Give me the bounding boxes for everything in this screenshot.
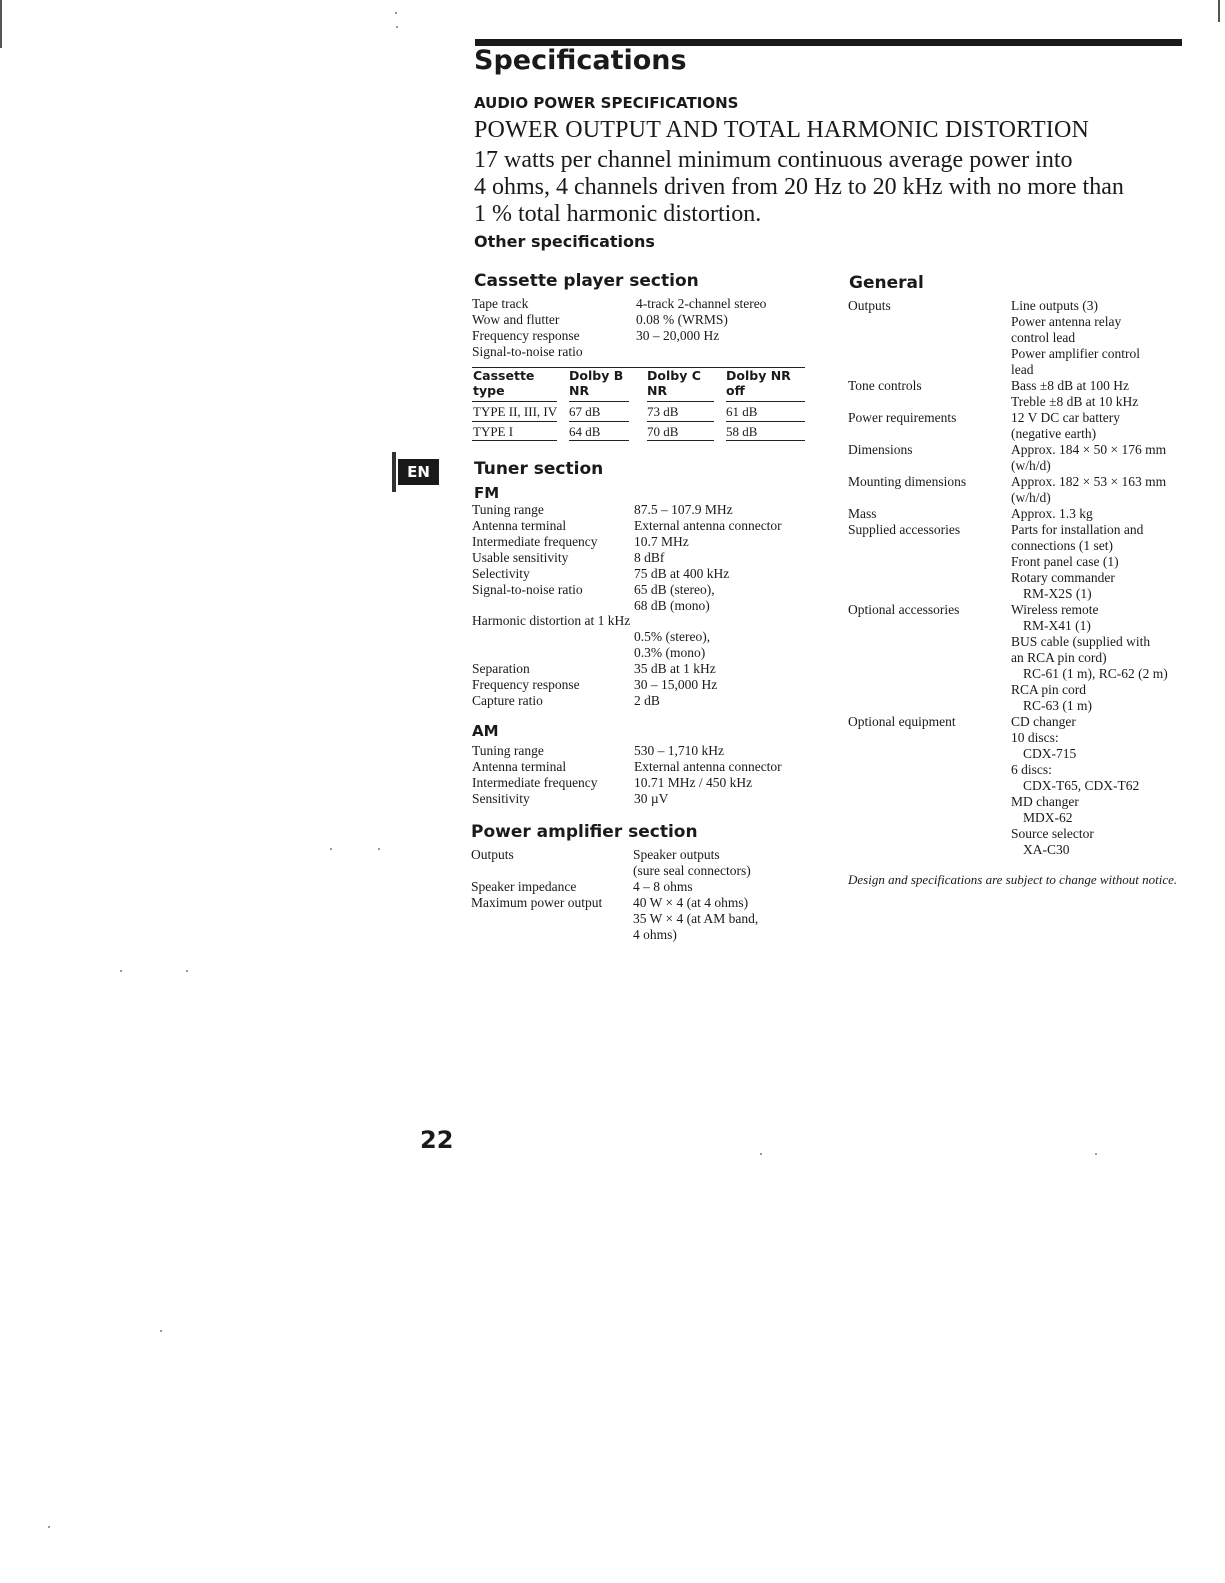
spec-value-line: RC-61 (1 m), RC-62 (2 m) [1023, 666, 1168, 681]
am-heading: AM [472, 722, 499, 740]
spec-value-line: (w/h/d) [1011, 490, 1051, 505]
spec-value-line: Rotary commander [1011, 570, 1115, 585]
power-amp-heading: Power amplifier section [471, 822, 698, 842]
spec-value-line: Wireless remote [1011, 602, 1099, 617]
spec-label: Tape track [472, 296, 529, 311]
spec-label: Tuning range [472, 743, 544, 758]
spec-value [634, 693, 660, 709]
spec-label: Mounting dimensions [848, 474, 967, 489]
table-cell: 67 dB [569, 404, 601, 419]
spec-value [634, 550, 664, 566]
spec-value-line: 4 – 8 ohms [633, 879, 693, 894]
spec-value [633, 847, 751, 879]
fm-heading: FM [474, 484, 500, 502]
spec-value [634, 791, 668, 807]
table-rule [569, 440, 629, 441]
table-rule [726, 421, 805, 422]
spec-value [1011, 298, 1140, 378]
spec-value [1011, 410, 1120, 442]
power-output-line: 17 watts per channel minimum continuous average power into [474, 147, 1073, 173]
spec-value-line: control lead [1011, 330, 1076, 345]
spec-value [634, 661, 716, 677]
spec-value [634, 566, 729, 582]
table-header-cell: Dolby C NR [647, 368, 701, 398]
scan-speck [186, 970, 188, 972]
page-edge-right [1218, 0, 1220, 22]
table-rule [726, 440, 805, 441]
scan-speck [160, 1330, 162, 1332]
table-rule [569, 401, 629, 402]
spec-label: Optional equipment [848, 714, 956, 729]
spec-value-line: RCA pin cord [1011, 682, 1087, 697]
change-notice: Design and specifications are subject to change without notice. [848, 872, 1178, 887]
spec-label: Outputs [471, 847, 514, 862]
spec-value-line: XA-C30 [1023, 842, 1070, 857]
tuner-heading: Tuner section [474, 459, 604, 479]
spec-value [633, 879, 693, 895]
spec-value-line: 35 dB at 1 kHz [634, 661, 716, 676]
spec-label: Signal-to-noise ratio [472, 582, 583, 597]
spec-value-line: External antenna connector [634, 759, 782, 774]
spec-value-line: Parts for installation and [1011, 522, 1144, 537]
spec-value-line: 2 dB [634, 693, 660, 708]
spec-value [1011, 442, 1166, 474]
page-title: Specifications [474, 45, 687, 76]
spec-value [634, 534, 689, 550]
spec-value-line: External antenna connector [634, 518, 782, 533]
spec-value-line: 10 discs: [1011, 730, 1059, 745]
scan-speck [378, 848, 380, 850]
table-rule [472, 421, 557, 422]
spec-value [634, 582, 715, 614]
spec-label: Maximum power output [471, 895, 603, 910]
scan-speck [1095, 1153, 1097, 1155]
spec-value-line: BUS cable (supplied with [1011, 634, 1151, 649]
table-rule [647, 440, 714, 441]
power-output-line: 1 % total harmonic distortion. [474, 201, 762, 227]
spec-value-line: CDX-T65, CDX-T62 [1023, 778, 1140, 793]
audio-power-heading: AUDIO POWER SPECIFICATIONS [474, 94, 739, 112]
spec-label: Mass [848, 506, 877, 521]
spec-value [636, 328, 719, 344]
scan-speck [760, 1153, 762, 1155]
spec-value [633, 895, 758, 943]
spec-value [1011, 378, 1138, 410]
spec-label: Dimensions [848, 442, 913, 457]
spec-value-line: connections (1 set) [1011, 538, 1113, 553]
spec-value-line: 65 dB (stereo), [634, 582, 715, 597]
spec-value-line: 87.5 – 107.9 MHz [634, 502, 733, 517]
spec-value [1011, 714, 1139, 858]
harmonic-distortion-label: Harmonic distortion at 1 kHz [472, 613, 631, 628]
spec-value-line: RM-X41 (1) [1023, 618, 1091, 633]
table-header-cell: Cassette type [473, 368, 535, 398]
spec-value-line: (sure seal connectors) [633, 863, 751, 878]
spec-value-line: MD changer [1011, 794, 1079, 809]
spec-value-line: Treble ±8 dB at 10 kHz [1011, 394, 1139, 409]
page-edge-left [0, 0, 2, 48]
spec-value [1011, 522, 1143, 602]
table-cell: 58 dB [726, 424, 758, 439]
spec-value-line: 530 – 1,710 kHz [634, 743, 724, 758]
cassette-heading: Cassette player section [474, 271, 699, 291]
table-cell: TYPE II, III, IV [473, 404, 558, 419]
language-tab-edge [392, 452, 396, 492]
spec-value-line: 4-track 2-channel stereo [636, 296, 767, 311]
spec-value-line: 75 dB at 400 kHz [634, 566, 730, 581]
scan-speck [48, 1526, 50, 1528]
table-rule [472, 401, 557, 402]
spec-value-line: 10.7 MHz [634, 534, 689, 549]
spec-value-line: an RCA pin cord) [1011, 650, 1107, 665]
spec-value-line: CD changer [1011, 714, 1076, 729]
spec-value-line: Line outputs (3) [1011, 298, 1098, 313]
table-cell: TYPE I [473, 424, 514, 439]
spec-value-line: 8 dBf [634, 550, 665, 565]
spec-label: Sensitivity [472, 791, 530, 806]
spec-value-line: 12 V DC car battery [1011, 410, 1120, 425]
spec-value-line: 30 – 20,000 Hz [636, 328, 720, 343]
table-rule [647, 401, 714, 402]
spec-value-line: 6 discs: [1011, 762, 1052, 777]
spec-label: Separation [472, 661, 530, 676]
spec-value-line: Power amplifier control [1011, 346, 1140, 361]
spec-label: Tuning range [472, 502, 544, 517]
table-header-cell: Dolby NR off [726, 368, 791, 398]
spec-label: Intermediate frequency [472, 534, 598, 549]
spec-label: Signal-to-noise ratio [472, 344, 583, 359]
spec-value-line: Speaker outputs [633, 847, 720, 862]
spec-label: Antenna terminal [472, 759, 567, 774]
spec-value [1011, 506, 1093, 522]
table-rule [647, 421, 714, 422]
other-specs-heading: Other specifications [474, 232, 655, 251]
general-heading: General [849, 273, 924, 293]
spec-label: Frequency response [472, 677, 580, 692]
spec-value-line: Bass ±8 dB at 100 Hz [1011, 378, 1130, 393]
spec-value-line: Approx. 182 × 53 × 163 mm [1011, 474, 1167, 489]
spec-value-line: Power antenna relay [1011, 314, 1122, 329]
spec-label: Optional accessories [848, 602, 960, 617]
table-rule [726, 401, 805, 402]
power-output-line: 4 ohms, 4 channels driven from 20 Hz to 20 kHz with no more than [474, 174, 1124, 200]
spec-value-line: CDX-715 [1023, 746, 1077, 761]
spec-value-line: Source selector [1011, 826, 1094, 841]
spec-value [634, 502, 733, 518]
page-number: 22 [420, 1126, 454, 1154]
table-header-cell: Dolby B NR [569, 368, 624, 398]
scan-speck [395, 12, 397, 14]
spec-value-line: 35 W × 4 (at AM band, [633, 911, 759, 926]
spec-value [636, 296, 766, 312]
language-tab: EN [398, 459, 439, 485]
spec-value-line: 40 W × 4 (at 4 ohms) [633, 895, 749, 910]
spec-value-line: 68 dB (mono) [634, 598, 710, 613]
spec-value-line: 30 – 15,000 Hz [634, 677, 718, 692]
spec-label: Selectivity [472, 566, 530, 581]
spec-value [634, 775, 752, 791]
spec-label: Capture ratio [472, 693, 543, 708]
power-output-paragraph [474, 147, 1194, 228]
spec-value-line: Approx. 184 × 50 × 176 mm [1011, 442, 1167, 457]
scan-speck [330, 848, 332, 850]
spec-label: Frequency response [472, 328, 580, 343]
spec-value-line: (w/h/d) [1011, 458, 1051, 473]
scan-speck [396, 26, 398, 28]
spec-value-line: RM-X2S (1) [1023, 586, 1092, 601]
spec-value [1011, 474, 1166, 506]
spec-label: Antenna terminal [472, 518, 567, 533]
spec-value-line: Approx. 1.3 kg [1011, 506, 1093, 521]
spec-label: Speaker impedance [471, 879, 577, 894]
spec-label: Wow and flutter [472, 312, 560, 327]
spec-value-line: 4 ohms) [633, 927, 677, 942]
spec-value [634, 759, 782, 775]
spec-value [1011, 602, 1168, 714]
spec-label: Usable sensitivity [472, 550, 569, 565]
spec-value-line: Front panel case (1) [1011, 554, 1119, 569]
spec-value-line: lead [1011, 362, 1034, 377]
table-rule [569, 421, 629, 422]
spec-label: Power requirements [848, 410, 957, 425]
spec-value-line: 30 µV [634, 791, 669, 806]
table-cell: 70 dB [647, 424, 679, 439]
table-cell: 61 dB [726, 404, 758, 419]
spec-value [636, 312, 728, 328]
spec-value-line: MDX-62 [1023, 810, 1073, 825]
spec-label: Tone controls [848, 378, 922, 393]
spec-value-line: 0.08 % (WRMS) [636, 312, 728, 327]
table-cell: 73 dB [647, 404, 679, 419]
spec-value [634, 518, 782, 534]
spec-value-line: RC-63 (1 m) [1023, 698, 1092, 713]
scan-speck [120, 970, 122, 972]
spec-label: Supplied accessories [848, 522, 961, 537]
harmonic-distortion-value: 0.5% (stereo), 0.3% (mono) [634, 629, 711, 660]
spec-label: Intermediate frequency [472, 775, 598, 790]
table-cell: 64 dB [569, 424, 601, 439]
table-rule [472, 440, 557, 441]
spec-label: Outputs [848, 298, 891, 313]
spec-value [634, 743, 724, 759]
spec-value-line: (negative earth) [1011, 426, 1097, 441]
spec-value-line: 10.71 MHz / 450 kHz [634, 775, 753, 790]
spec-value [634, 677, 717, 693]
power-output-heading: POWER OUTPUT AND TOTAL HARMONIC DISTORTION [474, 117, 1090, 143]
